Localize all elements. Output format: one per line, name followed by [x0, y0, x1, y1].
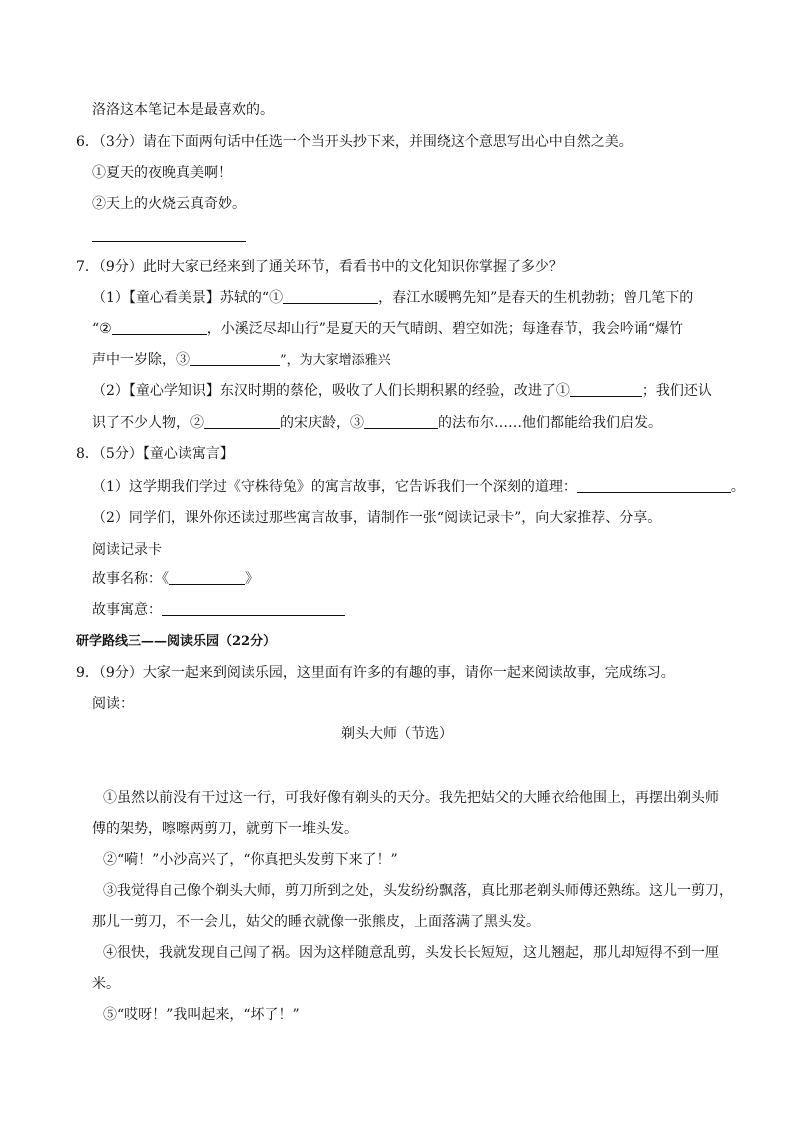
passage-para-3-line-2: 那儿一剪刀，不一会儿，姑父的睡衣就像一张熊皮，上面落满了黑头发。 [92, 914, 540, 930]
q7-blank-2[interactable] [112, 320, 207, 335]
question-8-part-2: （2）同学们，课外你还读过那些寓言故事，请制作一张“阅读记录卡”，向大家推荐、分享。 [92, 510, 662, 526]
q8-p1-text-b: 。 [730, 479, 745, 495]
story-name-close: 》 [245, 571, 259, 587]
story-meaning-label: 故事寓意： [92, 602, 162, 618]
q7-blank-5[interactable] [204, 414, 280, 429]
passage-para-3-line-1: ③我觉得自己像个剃头大师，剪刀所到之处，头发纷纷飘落，真比那老剃头师傅还熟练。这儿一剪刀， [103, 883, 733, 899]
q7-blank-3[interactable] [190, 351, 280, 366]
q8-p1-text-a: （1）这学期我们学过《守株待兔》的寓言故事，它告诉我们一个深刻的道理： [92, 479, 577, 495]
q7-p1-text-f: ”，为大家增添雅兴 [280, 353, 391, 368]
q8-blank-moral[interactable] [577, 478, 731, 493]
q7-p2-text-e: 的法布尔……他们都能给我们启发。 [438, 415, 662, 431]
story-name-blank[interactable] [169, 570, 245, 585]
q7-blank-1[interactable] [283, 289, 378, 304]
question-8-stem: 8．（5分）【童心读寓言】 [76, 446, 234, 462]
q7-p2-text-d: 的宋庆龄，③ [280, 415, 364, 431]
q7-p1-text-b: ，春江水暖鸭先知”是春天的生机勃勃；曾几笔下的 [378, 290, 694, 306]
question-7-part-1-line-3 [92, 350, 391, 371]
question-7-part-2-line-1 [92, 381, 712, 401]
q7-p1-text-a: （1）【童心看美景】苏轼的“① [92, 290, 284, 306]
passage-para-1-line-1: ①虽然以前没有干过这一行，可我好像有剃头的天分。我先把姑父的大睡衣给他围上，再摆出剃头师 [103, 790, 719, 806]
q7-p1-text-e: 声中一岁除，③ [92, 352, 190, 368]
reading-card-story-name [92, 569, 259, 589]
passage-para-5: ⑤“哎呀！”我叫起来，“坏了！” [103, 1007, 300, 1023]
question-8-part-1 [92, 477, 745, 497]
q7-blank-4[interactable] [570, 382, 642, 397]
question-7-part-1-line-1 [92, 288, 693, 308]
reading-label: 阅读： [92, 696, 134, 712]
story-name-label: 故事名称：《 [92, 571, 169, 587]
passage-para-4-line-2: 米。 [92, 976, 120, 992]
question-7-part-2-line-2 [92, 413, 662, 433]
story-meaning-blank[interactable] [162, 601, 345, 616]
passage-title: 剃头大师（节选） [341, 726, 453, 742]
q7-p1-text-d: ，小溪泛尽却山行”是夏天的天气晴朗、碧空如洗；每逢春节，我会吟诵“爆竹 [206, 321, 684, 337]
q7-p2-text-b: ；我们还认 [641, 383, 712, 399]
question-7-part-1-line-2 [92, 319, 683, 339]
passage-para-2: ②“嗬！”小沙高兴了，“你真把头发剪下来了！” [103, 852, 398, 868]
question-6-option-2: ②天上的火烧云真奇妙。 [92, 196, 246, 212]
q7-p1-text-c: “② [92, 321, 112, 337]
question-9-stem: 9．（9分）大家一起来到阅读乐园，这里面有许多的有趣的事，请你一起来阅读故事，完成练习。 [76, 665, 675, 681]
passage-para-1-line-2: 傅的架势，嚓嚓两剪刀，就剪下一堆头发。 [92, 821, 358, 837]
reading-card-story-meaning [92, 600, 345, 620]
q7-p2-text-a: （2）【童心学知识】东汉时期的蔡伦，吸收了人们长期积累的经验，改进了① [92, 383, 570, 399]
reading-card-title: 阅读记录卡 [92, 542, 162, 558]
carryover-line: 洛洛这本笔记本是最喜欢的。 [92, 102, 274, 118]
q7-blank-6[interactable] [364, 414, 438, 429]
section-3-heading: 研学路线三——阅读乐园（22分） [76, 634, 277, 649]
question-6-stem: 6．（3分）请在下面两句话中任选一个当开头抄下来，并围绕这个意思写出心中自然之美。 [76, 134, 633, 150]
question-6-answer-blank[interactable] [92, 226, 246, 246]
question-6-option-1: ①夏天的夜晚真美啊！ [92, 165, 232, 181]
passage-para-4-line-1: ④很快，我就发现自己闯了祸。因为这样随意乱剪，头发长长短短，这儿翘起，那儿却短得不到一厘 [103, 945, 719, 961]
q7-p2-text-c: 识了不少人物，② [92, 415, 204, 431]
question-7-stem: 7．（9分）此时大家已经来到了通关环节，看看书中的文化知识你掌握了多少？ [76, 259, 563, 275]
